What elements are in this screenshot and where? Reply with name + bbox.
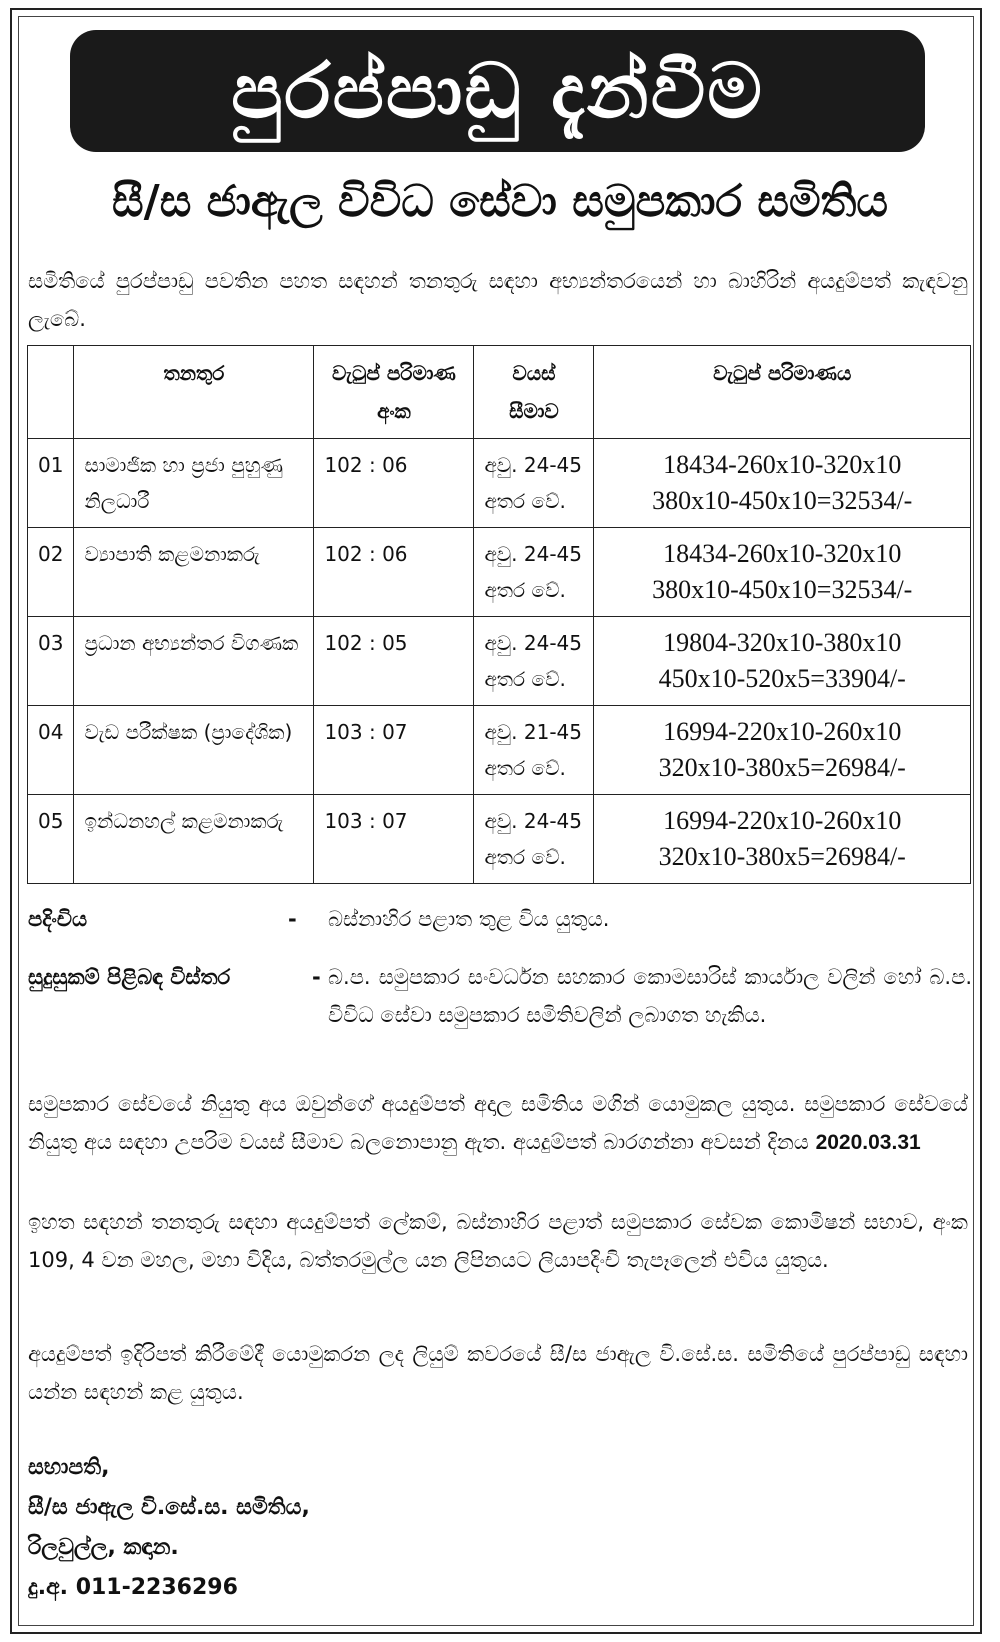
salary-code: 102 : 06 — [314, 528, 474, 617]
salary-line-1: 16994-220x10-260x10 — [663, 806, 902, 835]
salary-line-2: 380x10-450x10=32534/- — [652, 486, 913, 515]
salary-line-2: 450x10-520x5=33904/- — [658, 664, 906, 693]
signature-phone: දු.අ. 011-2236296 — [28, 1575, 238, 1600]
age-limit: අවු. 21-45 අතර වේ. — [474, 706, 594, 795]
residence-dash: - — [288, 907, 297, 931]
salary-scale — [594, 439, 971, 528]
header-salary-scale: වැටුප් පරිමාණය — [594, 346, 971, 439]
salary-code: 102 : 06 — [314, 439, 474, 528]
salary-code: 102 : 05 — [314, 617, 474, 706]
salary-scale — [594, 617, 971, 706]
salary-line-1: 18434-260x10-320x10 — [663, 539, 902, 568]
header-age-limit: වයස් සීමාව — [474, 346, 594, 439]
residence-label: පදිංචිය — [28, 907, 88, 931]
post-name: ඉන්ධනහල් කළමනාකරු — [74, 795, 314, 884]
qualifications-details — [28, 958, 972, 1078]
deadline-date: 2020.03.31 — [815, 1131, 921, 1154]
salary-line-1: 16994-220x10-260x10 — [663, 717, 902, 746]
qualifications-value: බ.ප. සමුපකාර සංවර්ධන සහකාර කොමසාරිස් කාර්යාල වලින් හෝ බ.ප. විවිධ සේවා සමුපකාර සමිතිවලින් ලබාගත හැකිය. — [328, 965, 972, 1027]
row-number: 03 — [28, 617, 74, 706]
qualifications-label: සුදුසුකම් පිළිබඳ විස්තර — [28, 965, 231, 989]
qualifications-dash: - — [312, 965, 321, 989]
post-name: ව්‍යාපාති කළමනාකරු — [74, 528, 314, 617]
table-row — [28, 617, 971, 706]
salary-code: 103 : 07 — [314, 795, 474, 884]
row-number: 01 — [28, 439, 74, 528]
envelope-note-paragraph: අයදුම්පත් ඉදිරිපත් කිරීමේදී යොමුකරන ලද ලියුම් කවරයේ සී/ස ජාඇල වි.සේ.ස. සමිතියේ පුරප්පාඩු සඳහා යන්න සඳහන් කළ යුතුය. — [28, 1342, 968, 1404]
salary-line-2: 380x10-450x10=32534/- — [652, 575, 913, 604]
salary-scale — [594, 706, 971, 795]
age-limit: අවු. 24-45 අතර වේ. — [474, 795, 594, 884]
age-limit: අවු. 24-45 අතර වේ. — [474, 439, 594, 528]
header-post: තනතුර — [74, 346, 314, 439]
post-name: සාමාජික හා ප්‍රජා පුහුණු නිලධාරී — [74, 439, 314, 528]
row-number: 04 — [28, 706, 74, 795]
salary-line-2: 320x10-380x5=26984/- — [658, 842, 906, 871]
table-row — [28, 795, 971, 884]
post-name: ප්‍රධාන අභ්‍යන්තර විගණක — [74, 617, 314, 706]
signature-block — [28, 1448, 310, 1608]
signature-title: සභාපති, — [28, 1455, 110, 1480]
post-name: වැඩ පරීක්ෂක (ප්‍රාදේශික) — [74, 706, 314, 795]
salary-line-2: 320x10-380x5=26984/- — [658, 753, 906, 782]
header-salary-code: වැටුප් පරිමාණ අංක — [314, 346, 474, 439]
service-note-text: සමුපකාර සේවයේ නියුතු අය ඔවුන්ගේ අයදුම්පත් අදාල සමිතිය මගින් යොමුකල යුතුය. සමුපකාර සේවයේ නියුතු අය සඳහා උපරිම වයස් සීමාව බලනොපානු ඇත. අයදුම්පත් බාරගන්නා අවසන් දිනය — [28, 1092, 968, 1154]
salary-line-1: 18434-260x10-320x10 — [663, 450, 902, 479]
age-limit: අවු. 24-45 අතර වේ. — [474, 528, 594, 617]
signature-organization: සී/ස ජාඇල වි.සේ.ස. සමිතිය, — [28, 1495, 310, 1520]
table-header-row — [28, 346, 971, 439]
row-number: 02 — [28, 528, 74, 617]
society-name: සී/ස ජාඇල විවිධ සේවා සමුපකාර සමිතිය — [111, 176, 889, 227]
page-title: පුරප්පාඩු දැන්වීම — [231, 45, 764, 135]
table-row — [28, 706, 971, 795]
submission-address-paragraph: ඉහත සඳහන් තනතුරු සඳහා අයදුම්පත් ලේකම්, බස්නාහිර පළාත් සමුපකාර සේවක කොමිෂන් සභාව, අංක 109, 4 වන මහල, මහා විදිය, බත්තරමුල්ල යන ලිපිනයට ලියාපදිංචි තැපෑලෙන් එවිය යුතුය. — [28, 1210, 968, 1272]
age-limit: අවු. 24-45 අතර වේ. — [474, 617, 594, 706]
table-row — [28, 439, 971, 528]
intro-paragraph: සමිතියේ පුරප්පාඩු පවතින පහත සඳහන් තනතුරු සඳහා අභ්‍යන්තරයෙන් හා බාහිරින් අයදුම්පත් කැඳවනු ලැබේ. — [28, 269, 968, 331]
header-no — [28, 346, 74, 439]
signature-address: රිලවුල්ල, කඳාන. — [28, 1535, 179, 1560]
salary-code: 103 : 07 — [314, 706, 474, 795]
salary-scale — [594, 795, 971, 884]
vacancies-table — [27, 345, 971, 884]
row-number: 05 — [28, 795, 74, 884]
service-note-paragraph — [28, 1085, 968, 1162]
table-row — [28, 528, 971, 617]
residence-requirement — [28, 900, 972, 940]
residence-value: බස්නාහිර පළාත තුළ විය යුතුය. — [328, 907, 610, 931]
salary-line-1: 19804-320x10-380x10 — [663, 628, 902, 657]
salary-scale — [594, 528, 971, 617]
title-banner — [70, 30, 925, 152]
